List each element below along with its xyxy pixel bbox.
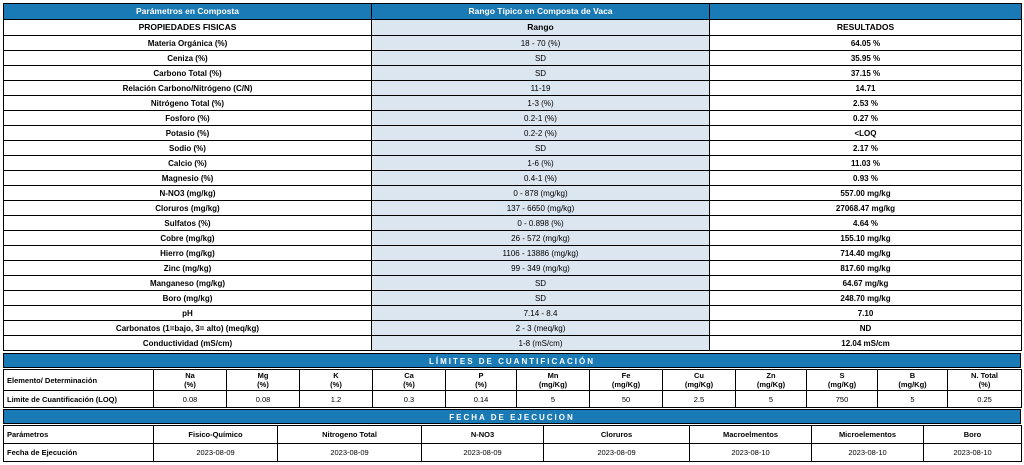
loq-element-header xyxy=(446,370,517,391)
date-parameter-name: Fisico-Químico xyxy=(154,426,278,444)
loq-value: 750 xyxy=(807,391,878,408)
parameter-name: Conductividad (mS/cm) xyxy=(4,336,372,351)
table-row xyxy=(4,201,1022,216)
typical-range: SD xyxy=(372,276,710,291)
subheader-physical-properties: PROPIEDADES FISICAS xyxy=(4,20,372,36)
subheader-results: RESULTADOS xyxy=(710,20,1022,36)
parameter-name: Sulfatos (%) xyxy=(4,216,372,231)
date-values-label: Fecha de Ejecución xyxy=(4,444,154,462)
result-value: 11.03 % xyxy=(710,156,1022,171)
loq-element-unit: (mg/Kg) xyxy=(611,380,641,389)
result-value: 0.93 % xyxy=(710,171,1022,186)
loq-value: 5 xyxy=(517,391,590,408)
loq-element-name: P xyxy=(478,371,484,380)
table-row xyxy=(4,186,1022,201)
loq-element-name: B xyxy=(909,371,916,380)
loq-value: 0.25 xyxy=(948,391,1022,408)
execution-date: 2023-08-10 xyxy=(812,444,924,462)
compost-parameters-table xyxy=(3,3,1022,351)
parameter-name: Fosforo (%) xyxy=(4,111,372,126)
header-parameters: Parámetros en Composta xyxy=(4,4,372,20)
typical-range: 26 - 572 (mg/kg) xyxy=(372,231,710,246)
table-row xyxy=(4,321,1022,336)
loq-element-unit: (%) xyxy=(475,380,487,389)
loq-element-name: Mg xyxy=(257,371,269,380)
loq-element-header xyxy=(373,370,446,391)
table-row xyxy=(4,126,1022,141)
date-parameter-name: Boro xyxy=(924,426,1022,444)
loq-element-label: Elemento/ Determinación xyxy=(4,370,154,391)
loq-value: 0.3 xyxy=(373,391,446,408)
parameter-name: Ceniza (%) xyxy=(4,51,372,66)
table-row xyxy=(4,51,1022,66)
parameter-name: Magnesio (%) xyxy=(4,171,372,186)
table-header-row xyxy=(4,4,1022,20)
result-value: 0.27 % xyxy=(710,111,1022,126)
execution-date-section-title: FECHA DE EJECUCION xyxy=(3,409,1021,424)
table-row xyxy=(4,291,1022,306)
result-value: 12.04 mS/cm xyxy=(710,336,1022,351)
execution-date: 2023-08-10 xyxy=(690,444,812,462)
header-typical-range: Rango Típico en Composta de Vaca xyxy=(372,4,710,20)
loq-element-header xyxy=(736,370,807,391)
execution-date: 2023-08-09 xyxy=(278,444,422,462)
loq-value: 50 xyxy=(590,391,663,408)
table-row xyxy=(4,216,1022,231)
parameter-name: Relación Carbono/Nitrógeno (C/N) xyxy=(4,81,372,96)
execution-date: 2023-08-09 xyxy=(544,444,690,462)
table-row xyxy=(4,261,1022,276)
loq-value: 0.14 xyxy=(446,391,517,408)
typical-range: 137 - 6650 (mg/kg) xyxy=(372,201,710,216)
result-value: 35.95 % xyxy=(710,51,1022,66)
loq-element-unit: (mg/Kg) xyxy=(538,380,568,389)
table-row xyxy=(4,36,1022,51)
typical-range: SD xyxy=(372,51,710,66)
loq-element-header xyxy=(227,370,300,391)
result-value: 248.70 mg/kg xyxy=(710,291,1022,306)
typical-range: SD xyxy=(372,291,710,306)
typical-range: 0 - 0.898 (%) xyxy=(372,216,710,231)
execution-date: 2023-08-09 xyxy=(422,444,544,462)
date-parameter-name: Microelementos xyxy=(812,426,924,444)
table-row xyxy=(4,276,1022,291)
loq-element-name: Na xyxy=(185,371,195,380)
parameter-name: pH xyxy=(4,306,372,321)
result-value: 817.60 mg/kg xyxy=(710,261,1022,276)
subheader-range: Rango xyxy=(372,20,710,36)
parameter-name: Calcio (%) xyxy=(4,156,372,171)
result-value: <LOQ xyxy=(710,126,1022,141)
parameter-name: Manganeso (mg/kg) xyxy=(4,276,372,291)
execution-date-table xyxy=(3,425,1022,462)
typical-range: SD xyxy=(372,66,710,81)
loq-element-header xyxy=(517,370,590,391)
loq-element-name: Cu xyxy=(694,371,704,380)
result-value: 7.10 xyxy=(710,306,1022,321)
table-row xyxy=(4,156,1022,171)
date-values-row xyxy=(4,444,1022,462)
typical-range: 0 - 878 (mg/kg) xyxy=(372,186,710,201)
typical-range: 2 - 3 (meq/kg) xyxy=(372,321,710,336)
execution-date: 2023-08-10 xyxy=(924,444,1022,462)
loq-element-unit: (mg/Kg) xyxy=(898,380,927,389)
loq-element-header xyxy=(663,370,736,391)
loq-value: 5 xyxy=(878,391,948,408)
table-subheader-row xyxy=(4,20,1022,36)
loq-element-name: S xyxy=(839,371,845,380)
loq-element-unit: (%) xyxy=(978,380,991,389)
parameter-name: Materia Orgánica (%) xyxy=(4,36,372,51)
table-row xyxy=(4,306,1022,321)
result-value: 37.15 % xyxy=(710,66,1022,81)
parameter-name: N-NO3 (mg/kg) xyxy=(4,186,372,201)
result-value: 155.10 mg/kg xyxy=(710,231,1022,246)
loq-element-unit: (%) xyxy=(184,380,196,389)
result-value: 14.71 xyxy=(710,81,1022,96)
typical-range: 1-8 (mS/cm) xyxy=(372,336,710,351)
result-value: 4.64 % xyxy=(710,216,1022,231)
result-value: 27068.47 mg/kg xyxy=(710,201,1022,216)
loq-value: 0.08 xyxy=(154,391,227,408)
loq-element-name: N. Total xyxy=(971,371,998,380)
table-row xyxy=(4,246,1022,261)
loq-value: 1.2 xyxy=(300,391,373,408)
loq-element-row xyxy=(4,370,1022,391)
table-row xyxy=(4,231,1022,246)
typical-range: 0.2-2 (%) xyxy=(372,126,710,141)
loq-element-name: Fe xyxy=(621,371,631,380)
result-value: 2.17 % xyxy=(710,141,1022,156)
typical-range: 1-6 (%) xyxy=(372,156,710,171)
loq-element-unit: (%) xyxy=(257,380,269,389)
result-value: 714.40 mg/kg xyxy=(710,246,1022,261)
parameter-name: Zinc (mg/kg) xyxy=(4,261,372,276)
typical-range: 0.4-1 (%) xyxy=(372,171,710,186)
loq-element-unit: (mg/Kg) xyxy=(684,380,714,389)
typical-range: 11-19 xyxy=(372,81,710,96)
result-value: 64.67 mg/kg xyxy=(710,276,1022,291)
loq-element-header xyxy=(807,370,878,391)
parameter-name: Sodio (%) xyxy=(4,141,372,156)
date-parameter-name: Nitrogeno Total xyxy=(278,426,422,444)
parameter-name: Hierro (mg/kg) xyxy=(4,246,372,261)
loq-element-unit: (%) xyxy=(330,380,342,389)
loq-section-title: LÍMITES DE CUANTIFICACIÓN xyxy=(3,353,1021,368)
loq-table xyxy=(3,369,1022,408)
date-parameter-name: Macroelmentos xyxy=(690,426,812,444)
date-parameter-name: Cloruros xyxy=(544,426,690,444)
parameter-name: Carbonatos (1=bajo, 3= alto) (meq/kg) xyxy=(4,321,372,336)
loq-element-name: Ca xyxy=(404,371,414,380)
table-row xyxy=(4,111,1022,126)
table-row xyxy=(4,66,1022,81)
typical-range: 1-3 (%) xyxy=(372,96,710,111)
date-parameter-name: N-NO3 xyxy=(422,426,544,444)
parameter-name: Cobre (mg/kg) xyxy=(4,231,372,246)
loq-element-header xyxy=(948,370,1022,391)
loq-element-unit: (mg/Kg) xyxy=(827,380,857,389)
parameter-name: Cloruros (mg/kg) xyxy=(4,201,372,216)
table-row xyxy=(4,171,1022,186)
loq-element-unit: (mg/Kg) xyxy=(756,380,786,389)
loq-value: 5 xyxy=(736,391,807,408)
typical-range: 18 - 70 (%) xyxy=(372,36,710,51)
typical-range: 7.14 - 8.4 xyxy=(372,306,710,321)
loq-value-row xyxy=(4,391,1022,408)
loq-element-unit: (%) xyxy=(403,380,415,389)
loq-element-header xyxy=(590,370,663,391)
typical-range: 0.2-1 (%) xyxy=(372,111,710,126)
header-blank xyxy=(710,4,1022,20)
parameter-name: Potasio (%) xyxy=(4,126,372,141)
table-row xyxy=(4,336,1022,351)
loq-element-name: K xyxy=(333,371,339,380)
result-value: 2.53 % xyxy=(710,96,1022,111)
parameter-name: Nitrógeno Total (%) xyxy=(4,96,372,111)
loq-element-name: Zn xyxy=(766,371,776,380)
loq-element-header xyxy=(300,370,373,391)
loq-value-label: Limite de Cuantificación (LOQ) xyxy=(4,391,154,408)
execution-date: 2023-08-09 xyxy=(154,444,278,462)
loq-element-name: Mn xyxy=(547,371,559,380)
loq-value: 2.5 xyxy=(663,391,736,408)
typical-range: 1106 - 13886 (mg/kg) xyxy=(372,246,710,261)
result-value: 557.00 mg/kg xyxy=(710,186,1022,201)
date-parameters-row xyxy=(4,426,1022,444)
typical-range: 99 - 349 (mg/kg) xyxy=(372,261,710,276)
date-parameters-label: Parámetros xyxy=(4,426,154,444)
table-row xyxy=(4,96,1022,111)
table-row xyxy=(4,81,1022,96)
table-row xyxy=(4,141,1022,156)
parameter-name: Carbono Total (%) xyxy=(4,66,372,81)
result-value: ND xyxy=(710,321,1022,336)
parameter-name: Boro (mg/kg) xyxy=(4,291,372,306)
loq-element-header xyxy=(154,370,227,391)
typical-range: SD xyxy=(372,141,710,156)
result-value: 64.05 % xyxy=(710,36,1022,51)
loq-element-header xyxy=(878,370,948,391)
loq-value: 0.08 xyxy=(227,391,300,408)
